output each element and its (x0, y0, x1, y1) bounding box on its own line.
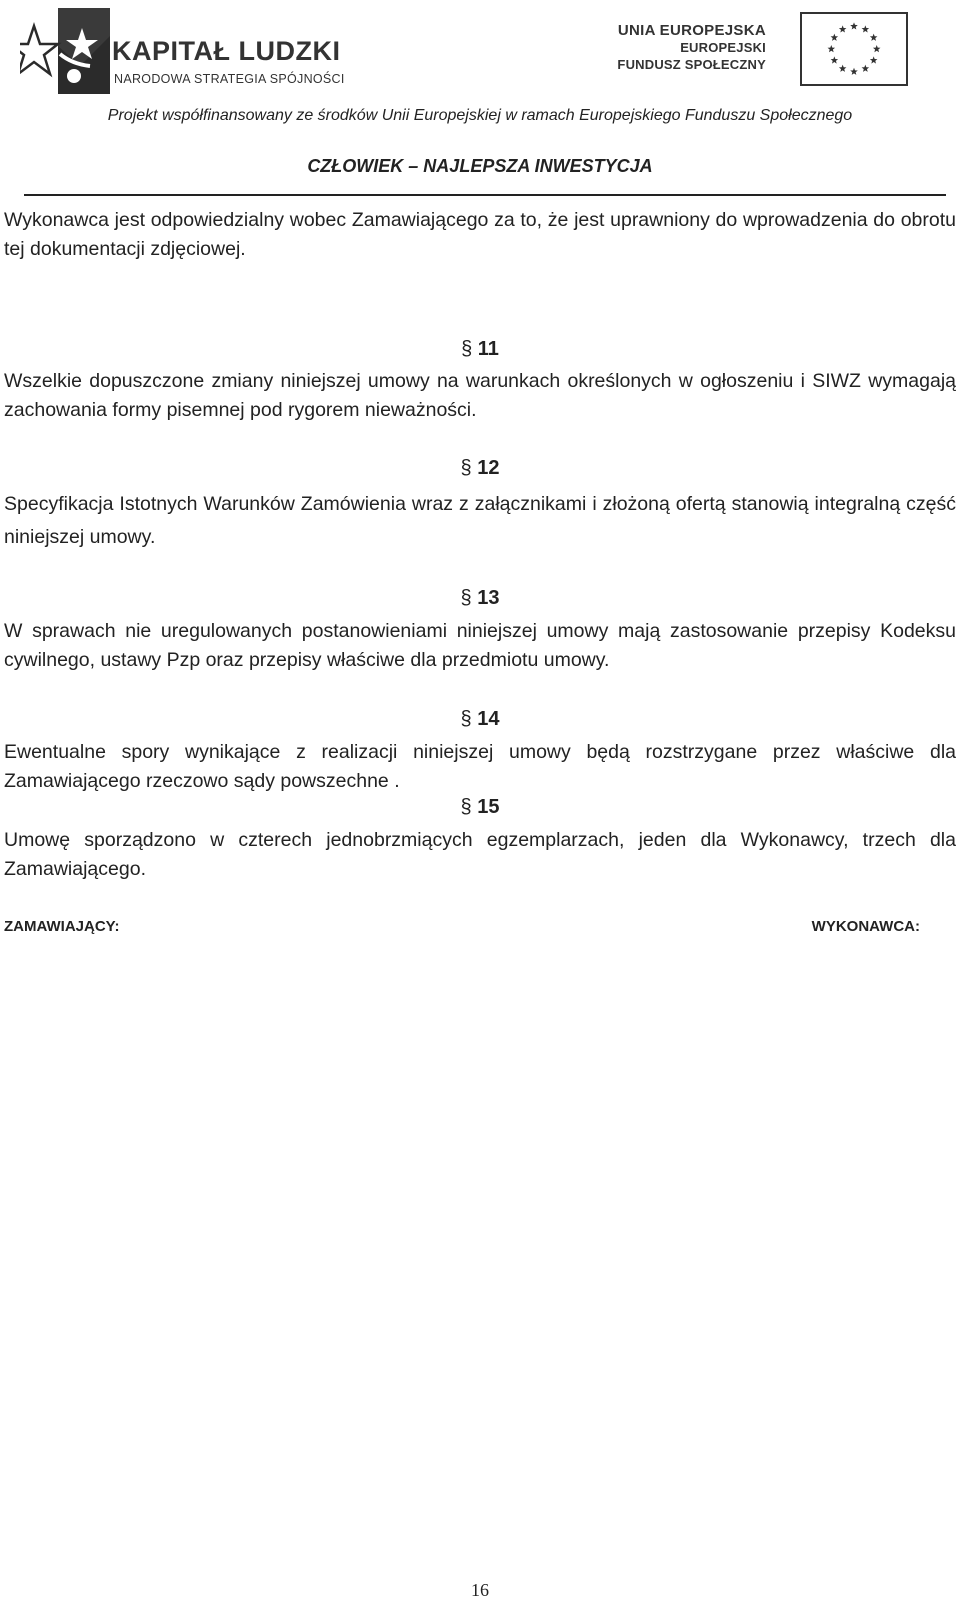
page-number: 16 (471, 1580, 489, 1600)
kapital-ludzki-logo (10, 6, 345, 94)
section-number: 15 (477, 796, 500, 818)
section-heading-13 (0, 587, 960, 610)
eu-star-icon (873, 45, 881, 52)
eu-star-icon (839, 65, 847, 72)
eu-star-icon (828, 45, 836, 52)
section-heading-15 (0, 796, 960, 819)
section-symbol: § (460, 587, 472, 609)
eu-star-icon (870, 34, 878, 41)
cofinancing-note: Projekt współfinansowany ze środków Unii Europejskiej w ramach Europejskiego Funduszu Społecznego (107, 107, 853, 124)
section-symbol: § (461, 338, 473, 360)
header-divider (24, 194, 946, 196)
eu-star-icon (870, 56, 878, 63)
eu-fund-line2: FUNDUSZ SPOŁECZNY (617, 57, 766, 72)
logo-subtitle: NARODOWA STRATEGIA SPÓJNOŚCI (114, 72, 345, 86)
eu-fund-line1: EUROPEJSKI (680, 40, 766, 55)
section-number: 12 (477, 457, 500, 479)
section-symbol: § (460, 457, 472, 479)
section-number: 14 (477, 708, 500, 730)
eu-flag-icon (800, 12, 908, 86)
eu-star-icon (831, 34, 839, 41)
section-text-14: Ewentualne spory wynikające z realizacji niniejszej umowy będą rozstrzygane przez właściwe dla Zamawiającego rzeczowo sądy powszechne . (4, 741, 956, 792)
eu-logo-text (617, 22, 766, 73)
section-symbol: § (460, 708, 472, 730)
signature-label-contractor: WYKONAWCA: (811, 918, 920, 935)
eu-name: UNIA EUROPEJSKA (617, 22, 766, 39)
eu-star-icon (831, 56, 839, 63)
section-symbol: § (460, 796, 472, 818)
eu-star-icon (850, 22, 858, 29)
section-text-11: Wszelkie dopuszczone zmiany niniejszej umowy na warunkach określonych w ogłoszeniu i SIWZ wymagają zachowania formy pisemnej pod rygorem nieważności. (4, 370, 956, 421)
logo-title: KAPITAŁ LUDZKI (112, 36, 341, 66)
intro-paragraph: Wykonawca jest odpowiedzialny wobec Zamawiającego za to, że jest uprawniony do wprowadzenia do obrotu tej dokumentacji zdjęciowej. (4, 209, 956, 260)
section-text-13: W sprawach nie uregulowanych postanowieniami niniejszej umowy mają zastosowanie przepisy Kodeksu cywilnego, ustawy Pzp oraz przepisy właściwe dla przedmiotu umowy. (4, 620, 956, 671)
section-heading-11 (0, 338, 960, 361)
motto: CZŁOWIEK – NAJLEPSZA INWESTYCJA (307, 156, 653, 176)
signature-label-ordering-party: ZAMAWIAJĄCY: (4, 918, 120, 935)
section-heading-14 (0, 708, 960, 731)
eu-star-icon (862, 65, 870, 72)
kapital-ludzki-mark-icon (20, 6, 112, 96)
section-heading-12 (0, 457, 960, 480)
section-number: 13 (477, 587, 500, 609)
section-text-15: Umowę sporządzono w czterech jednobrzmiących egzemplarzach, jeden dla Wykonawcy, trzech dla Zamawiającego. (4, 829, 956, 880)
eu-star-icon (839, 25, 847, 32)
section-text-12: Specyfikacja Istotnych Warunków Zamówienia wraz z załącznikami i złożoną ofertą stanowią integralną część niniejszej umowy. (4, 493, 956, 548)
eu-star-icon (862, 25, 870, 32)
eu-star-icon (850, 68, 858, 75)
section-number: 11 (477, 338, 499, 360)
